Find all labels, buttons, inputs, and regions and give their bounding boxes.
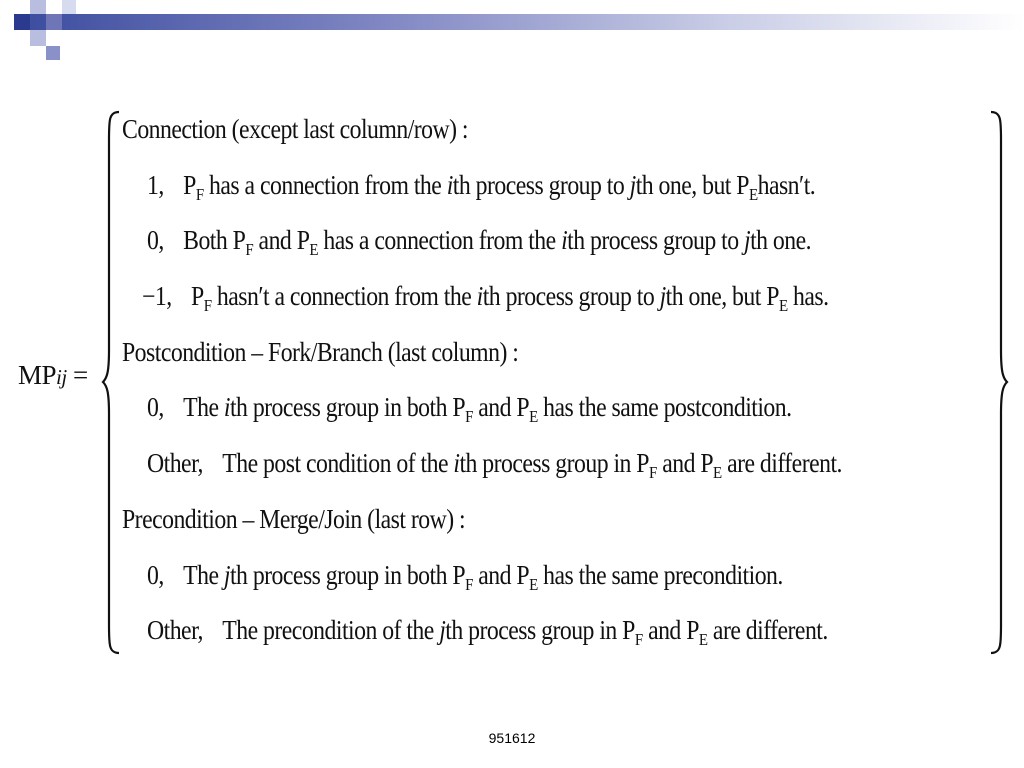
lhs-base: MP [18, 360, 57, 390]
equation-lhs [18, 360, 88, 391]
postcondition-heading: Postcondition – Fork/Branch (last column) : [122, 337, 519, 367]
postcondition-case-1: 0, The ith process group in both $P_F$ and $P_E$ has the same postcondition. [147, 392, 792, 426]
precondition-case-1: 0, The jth process group in both $P_F$ and $P_E$ has the same precondition. [147, 560, 783, 594]
precondition-case-2: Other, The precondition of the jth process group in $P_F$ and $P_E$ are different. [147, 615, 828, 649]
precondition-heading: Precondition – Merge/Join (last row) : [122, 504, 466, 534]
header-gradient-bar [30, 14, 1024, 30]
header-square [46, 46, 60, 60]
connection-case-3: −1, $P_F$ hasn′t a connection from the ith process group to jth one, but $P_E$ has. [142, 281, 829, 315]
slide-footer-number: 951612 [488, 730, 536, 746]
right-brace [989, 110, 1009, 655]
postcondition-case-2: Other, The post condition of the ith process group in $P_F$ and $P_E$ are different. [147, 448, 842, 482]
connection-heading: Connection (except last column/row) : [122, 114, 469, 144]
lhs-equals: = [72, 360, 88, 390]
header-square [30, 30, 46, 46]
header-square [46, 14, 62, 30]
connection-case-1: 1, $P_F$ has a connection from the ith process group to jth one, but $P_Ehasn't$. [147, 170, 816, 204]
connection-case-2: 0, Both $P_F$ and $P_E$ has a connection from the ith process group to jth one. [147, 225, 812, 259]
header-square [14, 14, 30, 30]
left-brace [101, 110, 121, 655]
header-square [62, 0, 76, 14]
header-square [30, 0, 46, 14]
header-decoration [0, 0, 1024, 62]
lhs-subscript: ij [56, 365, 67, 389]
